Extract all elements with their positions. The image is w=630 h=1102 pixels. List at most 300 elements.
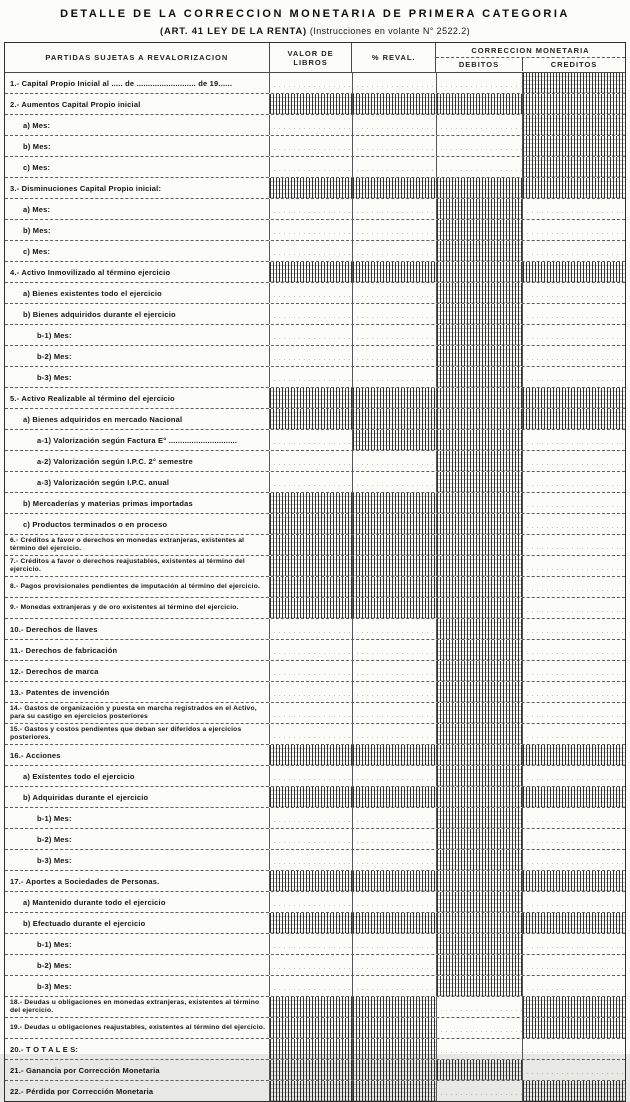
row-label: 14.- Gastos de organización y puesta en marcha registrados en el Activo, para su castigo en ejercicios posteriores — [5, 703, 270, 723]
reval-cell — [353, 997, 437, 1017]
reval-cell — [353, 745, 437, 765]
reval-cell — [353, 178, 437, 198]
row-label: a-1) Valorización según Factura E° .............................. — [5, 430, 270, 450]
valor-libros-cell — [270, 1018, 353, 1038]
debitos-cell — [437, 745, 524, 765]
table-row — [5, 73, 625, 94]
valor-libros-cell[interactable] — [270, 241, 353, 261]
debitos-cell — [437, 619, 524, 639]
valor-libros-cell[interactable] — [270, 430, 353, 450]
table-row — [5, 346, 625, 367]
creditos-cell[interactable] — [523, 1060, 625, 1080]
debitos-cell — [437, 913, 524, 933]
table-row — [5, 640, 625, 661]
valor-libros-cell[interactable] — [270, 892, 353, 912]
debitos-cell[interactable] — [437, 997, 524, 1017]
row-label: 2.- Aumentos Capital Propio inicial — [5, 94, 270, 114]
table-row — [5, 871, 625, 892]
valor-libros-cell[interactable] — [270, 682, 353, 702]
row-label: b) Mercaderías y materias primas importadas — [5, 493, 270, 513]
reval-cell[interactable] — [353, 199, 437, 219]
row-label: b-3) Mes: — [5, 850, 270, 870]
table-row — [5, 661, 625, 682]
subtitle-instructions: (Instrucciones en volante N° 2522.2) — [309, 26, 471, 36]
reval-cell[interactable] — [353, 220, 437, 240]
table-row — [5, 955, 625, 976]
creditos-cell[interactable] — [523, 325, 625, 345]
table-row — [5, 577, 625, 598]
debitos-cell — [437, 94, 524, 114]
creditos-cell — [523, 73, 625, 93]
creditos-cell[interactable] — [523, 703, 625, 723]
reval-cell[interactable] — [353, 619, 437, 639]
row-label: b) Mes: — [5, 220, 270, 240]
header-debitos: DEBITOS — [436, 58, 523, 71]
creditos-cell[interactable] — [523, 514, 625, 534]
table-row — [5, 115, 625, 136]
reval-cell[interactable] — [353, 241, 437, 261]
debitos-cell[interactable] — [437, 1018, 524, 1038]
debitos-cell — [437, 325, 524, 345]
reval-cell[interactable] — [353, 703, 437, 723]
table-header — [5, 43, 625, 73]
table-row — [5, 94, 625, 115]
creditos-cell[interactable] — [523, 661, 625, 681]
reval-cell — [353, 1018, 437, 1038]
debitos-cell — [437, 766, 524, 786]
creditos-cell[interactable] — [523, 367, 625, 387]
subtitle-law: (ART. 41 LEY DE LA RENTA) — [159, 26, 308, 37]
row-label: b-2) Mes: — [5, 829, 270, 849]
row-label: 16.- Acciones — [5, 745, 270, 765]
reval-cell[interactable] — [353, 955, 437, 975]
creditos-cell — [523, 262, 625, 282]
valor-libros-cell — [270, 598, 353, 618]
debitos-cell — [437, 682, 524, 702]
header-valor-libros: VALOR DE LIBROS — [270, 43, 353, 72]
debitos-cell[interactable] — [437, 1081, 524, 1101]
valor-libros-cell — [270, 1039, 353, 1059]
valor-libros-cell — [270, 262, 353, 282]
table-row — [5, 136, 625, 157]
creditos-cell — [523, 136, 625, 156]
valor-libros-cell[interactable] — [270, 346, 353, 366]
valor-libros-cell — [270, 388, 353, 408]
reval-cell[interactable] — [353, 724, 437, 744]
debitos-cell — [437, 850, 524, 870]
valor-libros-cell — [270, 577, 353, 597]
row-label: a-3) Valorización según I.P.C. anual — [5, 472, 270, 492]
row-label: a-2) Valorización según I.P.C. 2° semestre — [5, 451, 270, 471]
debitos-cell — [437, 535, 524, 555]
valor-libros-cell[interactable] — [270, 73, 353, 93]
table-row — [5, 325, 625, 346]
reval-cell[interactable] — [353, 850, 437, 870]
valor-libros-cell[interactable] — [270, 724, 353, 744]
table-row — [5, 1060, 625, 1081]
valor-libros-cell[interactable] — [270, 304, 353, 324]
reval-cell — [353, 1039, 437, 1059]
debitos-cell[interactable] — [437, 136, 524, 156]
row-label: c) Mes: — [5, 241, 270, 261]
creditos-cell[interactable] — [523, 346, 625, 366]
valor-libros-cell[interactable] — [270, 472, 353, 492]
creditos-cell[interactable] — [523, 577, 625, 597]
row-label: b-1) Mes: — [5, 808, 270, 828]
table-row — [5, 199, 625, 220]
creditos-cell[interactable] — [523, 241, 625, 261]
reval-cell — [353, 430, 437, 450]
debitos-cell — [437, 892, 524, 912]
creditos-cell[interactable] — [523, 892, 625, 912]
debitos-cell — [437, 283, 524, 303]
reval-cell[interactable] — [353, 829, 437, 849]
debitos-cell — [437, 199, 524, 219]
creditos-cell[interactable] — [523, 283, 625, 303]
creditos-cell[interactable] — [523, 619, 625, 639]
debitos-cell — [437, 178, 524, 198]
valor-libros-cell — [270, 556, 353, 576]
table-row — [5, 262, 625, 283]
valor-libros-cell — [270, 913, 353, 933]
valor-libros-cell — [270, 514, 353, 534]
row-label: 21.- Ganancia por Corrección Monetaria — [5, 1060, 270, 1080]
creditos-cell[interactable] — [523, 724, 625, 744]
creditos-cell[interactable] — [523, 472, 625, 492]
table-row — [5, 850, 625, 871]
table-row — [5, 1018, 625, 1039]
debitos-cell — [437, 703, 524, 723]
valor-libros-cell — [270, 1060, 353, 1080]
debitos-cell — [437, 472, 524, 492]
valor-libros-cell — [270, 997, 353, 1017]
table-row — [5, 913, 625, 934]
valor-libros-cell[interactable] — [270, 283, 353, 303]
reval-cell[interactable] — [353, 472, 437, 492]
creditos-cell[interactable] — [523, 535, 625, 555]
debitos-cell — [437, 724, 524, 744]
table-row — [5, 367, 625, 388]
creditos-cell[interactable] — [523, 976, 625, 996]
row-label: b) Bienes adquiridos durante el ejercicio — [5, 304, 270, 324]
table-row — [5, 514, 625, 535]
table-row — [5, 619, 625, 640]
row-label: b-3) Mes: — [5, 367, 270, 387]
reval-cell[interactable] — [353, 136, 437, 156]
table-row — [5, 745, 625, 766]
debitos-cell[interactable] — [437, 157, 524, 177]
reval-cell[interactable] — [353, 766, 437, 786]
reval-cell[interactable] — [353, 157, 437, 177]
valor-libros-cell[interactable] — [270, 619, 353, 639]
valor-libros-cell[interactable] — [270, 976, 353, 996]
row-label: 20.- T O T A L E S: — [5, 1039, 270, 1059]
table-row — [5, 451, 625, 472]
table-row — [5, 1081, 625, 1101]
row-label: b-2) Mes: — [5, 955, 270, 975]
creditos-cell — [523, 1018, 625, 1038]
header-partidas: PARTIDAS SUJETAS A REVALORIZACION — [5, 43, 270, 72]
debitos-cell — [437, 934, 524, 954]
table-row — [5, 535, 625, 556]
creditos-cell — [523, 94, 625, 114]
table-row — [5, 703, 625, 724]
valor-libros-cell[interactable] — [270, 199, 353, 219]
row-label: a) Mes: — [5, 199, 270, 219]
reval-cell[interactable] — [353, 304, 437, 324]
valor-libros-cell[interactable] — [270, 703, 353, 723]
reval-cell — [353, 787, 437, 807]
table-row — [5, 304, 625, 325]
debitos-cell[interactable] — [437, 73, 524, 93]
row-label: 11.- Derechos de fabricación — [5, 640, 270, 660]
table-row — [5, 472, 625, 493]
table-row — [5, 808, 625, 829]
row-label: 7.- Créditos a favor o derechos reajustables, existentes al término del ejercicio. — [5, 556, 270, 576]
row-label: a) Existentes todo el ejercicio — [5, 766, 270, 786]
row-label: b) Efectuado durante el ejercicio — [5, 913, 270, 933]
creditos-cell — [523, 745, 625, 765]
debitos-cell — [437, 262, 524, 282]
row-label: b-2) Mes: — [5, 346, 270, 366]
header-correccion: CORRECCION MONETARIA — [436, 43, 625, 58]
creditos-cell[interactable] — [523, 682, 625, 702]
valor-libros-cell[interactable] — [270, 325, 353, 345]
row-label: b-1) Mes: — [5, 325, 270, 345]
row-label: a) Mes: — [5, 115, 270, 135]
table-row — [5, 829, 625, 850]
reval-cell — [353, 409, 437, 429]
row-label: c) Mes: — [5, 157, 270, 177]
creditos-cell[interactable] — [523, 829, 625, 849]
table-row — [5, 430, 625, 451]
table-row — [5, 241, 625, 262]
row-label: 4.- Activo Inmovilizado al término ejercicio — [5, 262, 270, 282]
debitos-cell — [437, 871, 524, 891]
debitos-cell — [437, 514, 524, 534]
form-table-body — [5, 73, 625, 1101]
creditos-cell[interactable] — [523, 955, 625, 975]
debitos-cell — [437, 661, 524, 681]
table-row — [5, 976, 625, 997]
reval-cell[interactable] — [353, 682, 437, 702]
creditos-cell[interactable] — [523, 493, 625, 513]
table-row — [5, 724, 625, 745]
row-label: 10.- Derechos de llaves — [5, 619, 270, 639]
table-row — [5, 409, 625, 430]
debitos-cell — [437, 955, 524, 975]
valor-libros-cell[interactable] — [270, 367, 353, 387]
creditos-cell — [523, 913, 625, 933]
reval-cell[interactable] — [353, 451, 437, 471]
debitos-cell — [437, 976, 524, 996]
table-row — [5, 787, 625, 808]
form-table — [4, 42, 626, 1102]
table-row — [5, 493, 625, 514]
page-subtitle — [4, 20, 626, 42]
valor-libros-cell — [270, 94, 353, 114]
header-correccion-group — [436, 43, 625, 72]
reval-cell[interactable] — [353, 346, 437, 366]
row-label: 6.- Créditos a favor o derechos en monedas extranjeras, existentes al término del ejercicio. — [5, 535, 270, 555]
row-label: 8.- Pagos provisionales pendientes de imputación al término del ejercicio. — [5, 577, 270, 597]
valor-libros-cell — [270, 178, 353, 198]
table-row — [5, 934, 625, 955]
table-row — [5, 997, 625, 1018]
row-label: 13.- Patentes de invención — [5, 682, 270, 702]
creditos-cell — [523, 157, 625, 177]
reval-cell — [353, 535, 437, 555]
table-row — [5, 178, 625, 199]
row-label: a) Mantenido durante todo el ejercicio — [5, 892, 270, 912]
reval-cell[interactable] — [353, 283, 437, 303]
debitos-cell — [437, 304, 524, 324]
valor-libros-cell[interactable] — [270, 808, 353, 828]
reval-cell — [353, 262, 437, 282]
creditos-cell[interactable] — [523, 451, 625, 471]
valor-libros-cell[interactable] — [270, 829, 353, 849]
page-title: DETALLE DE LA CORRECCION MONETARIA DE PRIMERA CATEGORIA — [60, 8, 570, 20]
debitos-cell — [437, 1060, 524, 1080]
debitos-cell — [437, 367, 524, 387]
reval-cell[interactable] — [353, 661, 437, 681]
row-label: b) Adquiridas durante el ejercicio — [5, 787, 270, 807]
row-label: 18.- Deudas u obligaciones en monedas extranjeras, existentes al término del ejercicio. — [5, 997, 270, 1017]
valor-libros-cell — [270, 493, 353, 513]
row-label: 22.- Pérdida por Corrección Monetaria — [5, 1081, 270, 1101]
creditos-cell — [523, 115, 625, 135]
debitos-cell — [437, 829, 524, 849]
row-label: b) Mes: — [5, 136, 270, 156]
valor-libros-cell — [270, 871, 353, 891]
valor-libros-cell[interactable] — [270, 136, 353, 156]
header-creditos: CREDITOS — [550, 60, 598, 69]
debitos-cell[interactable] — [437, 1039, 524, 1059]
table-row — [5, 892, 625, 913]
reval-cell — [353, 913, 437, 933]
row-label: 19.- Deudas u obligaciones reajustables, existentes al término del ejercicio. — [5, 1018, 270, 1038]
valor-libros-cell[interactable] — [270, 850, 353, 870]
valor-libros-cell[interactable] — [270, 661, 353, 681]
debitos-cell — [437, 241, 524, 261]
debitos-cell — [437, 346, 524, 366]
creditos-cell[interactable] — [523, 304, 625, 324]
reval-cell[interactable] — [353, 640, 437, 660]
table-row — [5, 766, 625, 787]
row-label: c) Productos terminados o en proceso — [5, 514, 270, 534]
reval-cell — [353, 1081, 437, 1101]
row-label: 9.- Monedas extranjeras y de oro existentes al término del ejercicio. — [5, 598, 270, 618]
reval-cell — [353, 577, 437, 597]
creditos-cell[interactable] — [523, 598, 625, 618]
creditos-cell — [523, 388, 625, 408]
valor-libros-cell[interactable] — [270, 115, 353, 135]
creditos-cell — [523, 997, 625, 1017]
reval-cell[interactable] — [353, 73, 437, 93]
debitos-cell — [437, 409, 524, 429]
valor-libros-cell[interactable] — [270, 766, 353, 786]
creditos-cell[interactable] — [523, 430, 625, 450]
row-label: 15.- Gastos y costos pendientes que deban ser diferidos a ejercicios posteriores. — [5, 724, 270, 744]
valor-libros-cell[interactable] — [270, 220, 353, 240]
creditos-cell — [523, 178, 625, 198]
row-label: 12.- Derechos de marca — [5, 661, 270, 681]
reval-cell — [353, 871, 437, 891]
row-label: b-3) Mes: — [5, 976, 270, 996]
row-label: b-1) Mes: — [5, 934, 270, 954]
creditos-cell — [523, 409, 625, 429]
reval-cell — [353, 388, 437, 408]
debitos-cell — [437, 640, 524, 660]
valor-libros-cell — [270, 787, 353, 807]
reval-cell — [353, 94, 437, 114]
row-label: 17.- Aportes a Sociedades de Personas. — [5, 871, 270, 891]
row-label: a) Bienes existentes todo el ejercicio — [5, 283, 270, 303]
creditos-cell[interactable] — [523, 199, 625, 219]
creditos-cell — [523, 787, 625, 807]
creditos-cell[interactable] — [523, 850, 625, 870]
valor-libros-cell[interactable] — [270, 640, 353, 660]
creditos-cell[interactable] — [523, 1039, 625, 1059]
valor-libros-cell — [270, 745, 353, 765]
debitos-cell — [437, 787, 524, 807]
valor-libros-cell — [270, 1081, 353, 1101]
creditos-cell[interactable] — [523, 766, 625, 786]
table-row — [5, 556, 625, 577]
table-row — [5, 682, 625, 703]
reval-cell[interactable] — [353, 934, 437, 954]
valor-libros-cell[interactable] — [270, 934, 353, 954]
debitos-cell — [437, 808, 524, 828]
creditos-cell[interactable] — [523, 220, 625, 240]
creditos-cell — [523, 1081, 625, 1101]
creditos-cell[interactable] — [523, 556, 625, 576]
reval-cell[interactable] — [353, 367, 437, 387]
header-reval: % REVAL. — [352, 43, 436, 72]
valor-libros-cell[interactable] — [270, 955, 353, 975]
creditos-cell[interactable] — [523, 808, 625, 828]
row-label: 5.- Activo Realizable al término del ejercicio — [5, 388, 270, 408]
reval-cell — [353, 493, 437, 513]
row-label: 3.- Disminuciones Capital Propio inicial: — [5, 178, 270, 198]
table-row — [5, 1039, 625, 1060]
reval-cell[interactable] — [353, 115, 437, 135]
table-row — [5, 220, 625, 241]
debitos-cell — [437, 388, 524, 408]
creditos-cell — [523, 871, 625, 891]
debitos-cell — [437, 451, 524, 471]
reval-cell[interactable] — [353, 325, 437, 345]
debitos-cell — [437, 220, 524, 240]
creditos-cell[interactable] — [523, 934, 625, 954]
reval-cell — [353, 598, 437, 618]
reval-cell[interactable] — [353, 808, 437, 828]
reval-cell[interactable] — [353, 892, 437, 912]
row-label: 1.- Capital Propio Inicial al ..... de .......................... de 19...... — [5, 73, 270, 93]
table-row — [5, 388, 625, 409]
reval-cell[interactable] — [353, 976, 437, 996]
debitos-cell — [437, 577, 524, 597]
valor-libros-cell[interactable] — [270, 451, 353, 471]
reval-cell — [353, 556, 437, 576]
creditos-cell[interactable] — [523, 640, 625, 660]
valor-libros-cell[interactable] — [270, 157, 353, 177]
reval-cell — [353, 514, 437, 534]
debitos-cell — [437, 430, 524, 450]
row-label: a) Bienes adquiridos en mercado Nacional — [5, 409, 270, 429]
debitos-cell[interactable] — [437, 115, 524, 135]
valor-libros-cell — [270, 409, 353, 429]
